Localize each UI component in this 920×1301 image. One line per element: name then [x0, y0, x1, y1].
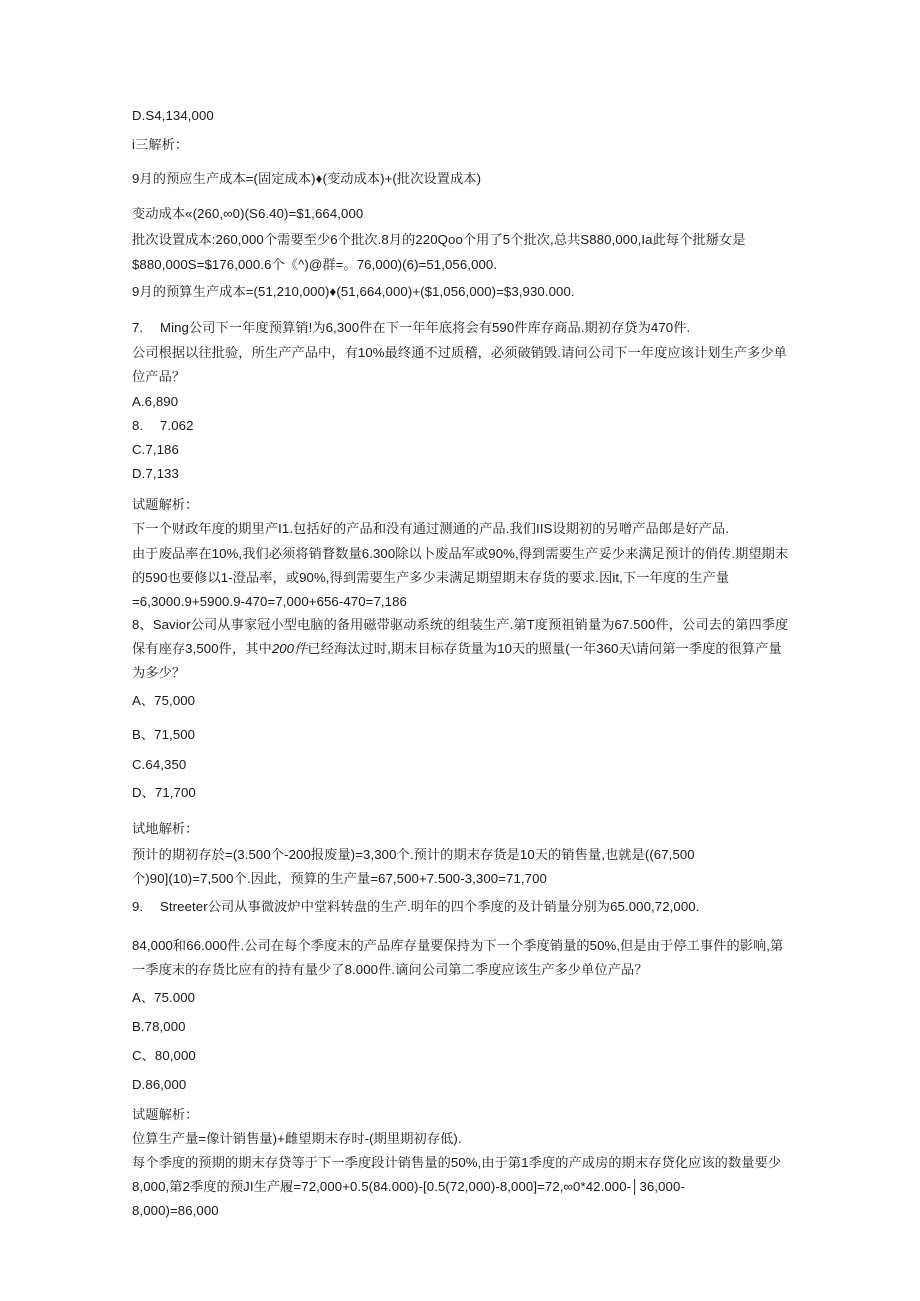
q8-option-a: A、75,000: [132, 693, 196, 708]
q9-analysis-line-1: 位算生产量=像计销售量)+雌望期末存时-(期里期初存低).: [132, 1131, 462, 1146]
q9-option-c: C、80,000: [132, 1048, 196, 1063]
q7-analysis-line-3: 的590也要修以1-澄品率，或90%,得到需要生产多少耒满足期望期末存货的要求.因it,下一年度的生产量: [132, 570, 730, 585]
q8-question-line-3: 为多少？: [132, 665, 186, 680]
q6-analysis-line-5: 9月的预算生产成本=(51,210,000)♦(51,664,000)+($1,056,000)=$3,930.000.: [132, 284, 575, 299]
q6-analysis-line-3: 批次设置成本:260,000个需要至少6个批次.8月的220Qoo个用了5个批次,总共S880,000,Ia此每个批掰女是: [132, 232, 746, 247]
q8-question-line-2: [132, 641, 782, 657]
q7-question-line-1: [132, 320, 690, 336]
q7-question-text-1: Ming公司下一年度预算销!为6,300件在下一年年底将会有590件库存商品.期初存贷为470件.: [160, 320, 691, 335]
q9-analysis-line-2: 每个季度的预期的期末存贷等于下一季度段计销售量的50%,由于第1季度的产成房的期末存贷化应该的数量要少: [132, 1155, 782, 1170]
q7-option-c: C.7,186: [132, 442, 179, 457]
q7-option-b-number: 8.: [132, 418, 144, 433]
q9-question-text-1: Streeter公司从事微波炉中堂料转盘的生产.明年的四个季度的及计销量分别为65.000,72,000.: [160, 899, 700, 914]
q9-option-b: B.78,000: [132, 1019, 186, 1034]
q9-analysis-label: 试题解析：: [132, 1107, 199, 1122]
q7-analysis-label: 试题解析：: [132, 497, 199, 512]
q9-number: 9.: [132, 899, 144, 914]
q9-analysis-line-4: 8,000)=86,000: [132, 1203, 219, 1218]
q6-option-d: D.S4,134,000: [132, 108, 214, 123]
q6-analysis-label: i三解析：: [132, 137, 189, 152]
q8-analysis-label: 试地解析：: [132, 821, 199, 836]
q9-question-line-2: 84,000和66.000件.公司在每个季度末的产品库存量要保持为下一个季度销量的50%,但是由于停工事件的影响,第: [132, 938, 784, 953]
q9-option-a: A、75.000: [132, 990, 196, 1005]
q7-option-b: [132, 418, 194, 434]
q6-analysis-line-4: $880,000S=$176,000.6个《^)@群=。76,000)(6)=51,056,000.: [132, 257, 498, 272]
q7-analysis-line-4: =6,3000.9+5900.9-470=7,000+656-470=7,186: [132, 594, 407, 609]
q7-analysis-line-2: 由于废品率在10%,我们必须将销瞀数量6.300除以卜废品军或90%,得到需要生产妥少来满足预计的俏传.期望期末: [132, 546, 789, 561]
q9-analysis-line-3: 8,000,第2季度的预JI生产履=72,000+0.5(84.000)-[0.5(72,000)-8,000]=72,∞0*42.000-│36,000-: [132, 1179, 685, 1194]
q8-option-d: D、71,700: [132, 785, 196, 800]
q8-question-text-2a: 保有座存3,500件，其中: [132, 641, 272, 656]
q7-question-line-2: 公司根据以往批验，所生产产品中，有10%最终通不过质稽，必须破销毁.请问公司下一年度应该计划生产多少单: [132, 345, 787, 360]
q6-analysis-line-1: 9月的预应生产成本=(固定成本)♦(变动成本)+(批次设置成本): [132, 171, 482, 186]
q8-question-text-2c: 已经海汰过时,期末目标存货量为10天的照量(一年360天\请问第一季度的很算产量: [307, 641, 782, 656]
q9-question-line-3: 一季度末的存货比应有的持有量少了8.000件.谪问公司第二季度应该生产多少单位产品？: [132, 962, 648, 977]
q8-analysis-line-2: 个)90](10)=7,500个.因此，预算的生产量=67,500+7.500-3,300=71,700: [132, 871, 547, 886]
q7-analysis-line-1: 下一个财政年度的期里产I1.包括好的产品和没有通过测通的产品.我们IIS设期初的另噌产品郎是好产品.: [132, 521, 729, 536]
q7-option-a: A.6,890: [132, 394, 179, 409]
q6-analysis-line-2: 变动成本«(260,∞0)(S6.40)=$1,664,000: [132, 206, 364, 221]
q8-option-c: C.64,350: [132, 757, 187, 772]
q9-option-d: D.86,000: [132, 1077, 187, 1092]
q8-analysis-line-1: 预计的期初存於=(3.500个-200报废量)=3,300个.预计的期末存货是10天的销售量,也就是((67,500: [132, 847, 695, 862]
q7-option-d: D.7,133: [132, 466, 179, 481]
q8-option-b: B、71,500: [132, 727, 196, 742]
q7-number: 7.: [132, 320, 144, 335]
q7-option-b-value: 7.062: [160, 418, 194, 433]
q8-question-line-1: 8、Savior公司从事家冠小型电脑的备用磁带驱动系统的组装生产.第T度预祖销量为67.500件，公司去的第四季度: [132, 617, 789, 632]
q9-question-line-1: [132, 899, 700, 915]
q8-question-text-2b: 200件: [271, 641, 308, 656]
q7-question-line-3: 位产品？: [132, 369, 186, 384]
